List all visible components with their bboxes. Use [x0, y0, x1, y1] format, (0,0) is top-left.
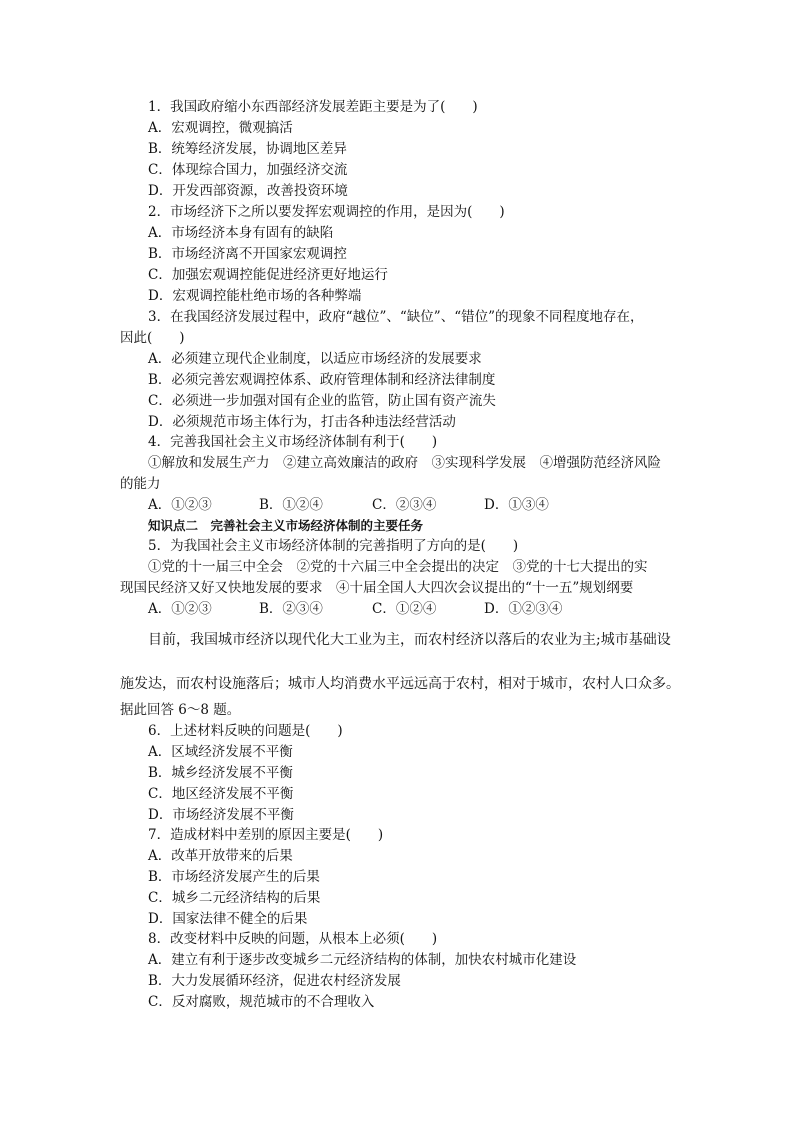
question-4-choice-d: D．①③④ [484, 497, 549, 513]
question-2-stem: 2．市场经济下之所以要发挥宏观调控的作用，是因为( ) [148, 204, 505, 220]
question-3-option-b: B．必须完善宏观调控体系、政府管理体制和经济法律制度 [148, 372, 496, 388]
question-1-option-b: B．统筹经济发展，协调地区差异 [148, 141, 347, 157]
question-3-stem-line2: 因此( ) [120, 330, 185, 346]
question-3-option-a: A．必须建立现代企业制度，以适应市场经济的发展要求 [148, 351, 482, 367]
question-4-choices [148, 497, 668, 513]
question-4-stem: 4．完善我国社会主义市场经济体制有利于( ) [148, 434, 438, 450]
question-7-option-a: A．改革开放带来的后果 [148, 848, 293, 864]
material-line-2: 施发达，而农村设施落后；城市人均消费水平远远高于农村，相对于城市，农村人口众多。 [120, 676, 680, 692]
question-3-option-d: D．必须规范市场主体行为，打击各种违法经营活动 [148, 414, 456, 430]
question-5-choice-a: A．①②③ [148, 601, 212, 617]
question-1-stem: 1．我国政府缩小东西部经济发展差距主要是为了( ) [148, 99, 478, 115]
material-line-3: 据此回答 6～8 题。 [120, 702, 241, 718]
question-2-option-d: D．宏观调控能杜绝市场的各种弊端 [148, 288, 362, 304]
question-1-option-a: A．宏观调控，微观搞活 [148, 120, 293, 136]
question-5-choice-c: C．①②④ [372, 601, 437, 617]
question-5-items-line2: 现国民经济又好又快地发展的要求 ④十届全国人大四次会议提出的“十一五”规划纲要 [120, 580, 634, 596]
question-6-stem: 6．上述材料反映的问题是( ) [148, 723, 343, 739]
question-2-option-a: A．市场经济本身有固有的缺陷 [148, 225, 334, 241]
question-6-option-b: B．城乡经济发展不平衡 [148, 765, 293, 781]
question-4-choice-c: C．②③④ [372, 497, 437, 513]
question-5-choices [148, 601, 668, 617]
question-2-option-c: C．加强宏观调控能促进经济更好地运行 [148, 267, 388, 283]
question-6-option-d: D．市场经济发展不平衡 [148, 807, 294, 823]
question-7-option-c: C．城乡二元经济结构的后果 [148, 890, 321, 906]
question-4-items-line2: 的能力 [120, 476, 161, 492]
question-8-stem: 8．改变材料中反映的问题，从根本上必须( ) [148, 931, 438, 947]
question-8-option-a: A．建立有利于逐步改变城乡二元经济结构的体制，加快农村城市化建设 [148, 952, 577, 968]
question-6-option-a: A．区域经济发展不平衡 [148, 744, 293, 760]
question-2-option-b: B．市场经济离不开国家宏观调控 [148, 246, 347, 262]
question-7-option-b: B．市场经济发展产生的后果 [148, 869, 320, 885]
question-8-option-b: B．大力发展循环经济，促进农村经济发展 [148, 973, 401, 989]
question-8-option-c: C．反对腐败，规范城市的不合理收入 [148, 994, 375, 1010]
question-7-option-d: D．国家法律不健全的后果 [148, 911, 308, 927]
question-5-items-line1: ①党的十一届三中全会 ②党的十六届三中全会提出的决定 ③党的十七大提出的实 [148, 559, 648, 575]
question-4-choice-b: B．①②④ [259, 497, 323, 513]
question-3-stem-line1: 3．在我国经济发展过程中，政府“越位”、“缺位”、“错位”的现象不同程度地存在， [148, 309, 644, 325]
section-heading: 知识点二 完善社会主义市场经济体制的主要任务 [148, 518, 424, 533]
question-1-option-c: C．体现综合国力，加强经济交流 [148, 162, 348, 178]
question-4-items-line1: ①解放和发展生产力 ②建立高效廉洁的政府 ③实现科学发展 ④增强防范经济风险 [148, 455, 661, 471]
question-3-option-c: C．必须进一步加强对国有企业的监管，防止国有资产流失 [148, 393, 496, 409]
question-4-choice-a: A．①②③ [148, 497, 212, 513]
question-1-option-d: D．开发西部资源，改善投资环境 [148, 183, 348, 199]
question-6-option-c: C．地区经济发展不平衡 [148, 786, 294, 802]
question-7-stem: 7．造成材料中差别的原因主要是( ) [148, 827, 384, 843]
question-5-choice-b: B．②③④ [259, 601, 323, 617]
question-5-stem: 5．为我国社会主义市场经济体制的完善指明了方向的是( ) [148, 538, 519, 554]
question-5-choice-d: D．①②③④ [484, 601, 563, 617]
material-line-1: 目前，我国城市经济以现代化大工业为主，而农村经济以落后的农业为主;城市基础设 [148, 632, 671, 648]
